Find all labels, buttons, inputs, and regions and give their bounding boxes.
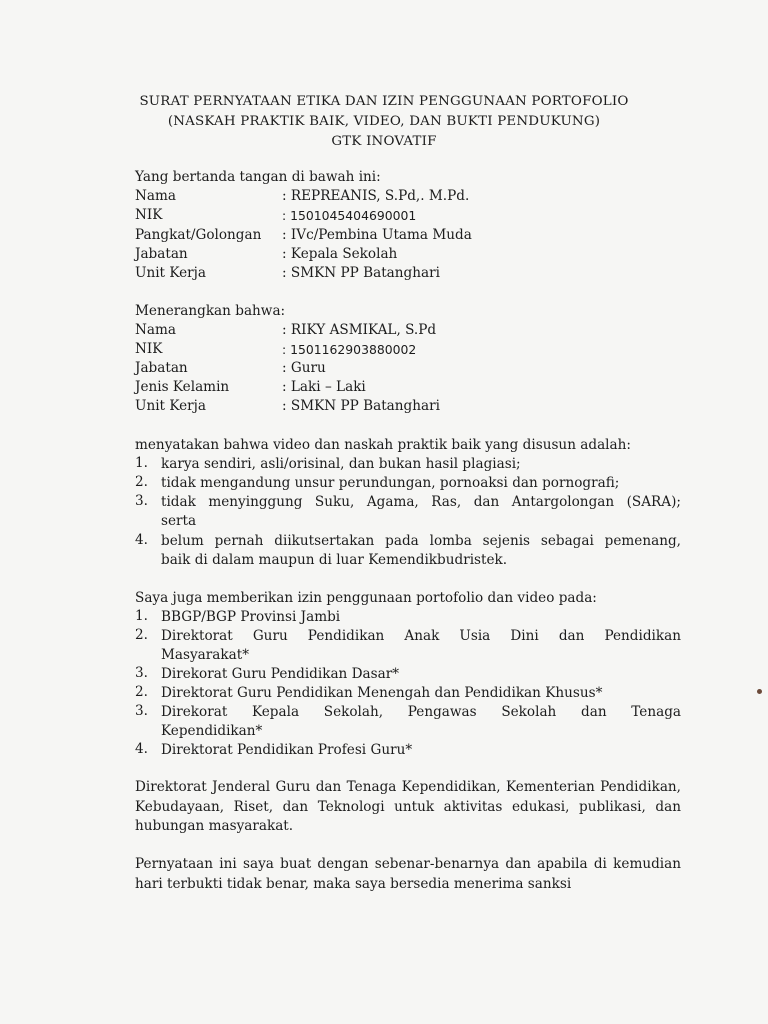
permission-item-3: Direkorat Guru Pendidikan Dasar* <box>161 666 400 682</box>
permission-item-1: BBGP/BGP Provinsi Jambi <box>161 609 341 625</box>
statement-intro: menyatakan bahwa video dan naskah praktik baik yang disusun adalah: <box>135 437 631 453</box>
permission-intro: Saya juga memberikan izin penggunaan portofolio dan video pada: <box>135 590 597 606</box>
statement-item-4: belum pernah diikutsertakan pada lomba sejenis sebagai pemenang, <box>161 533 681 549</box>
signer-value-name: : REPREANIS, S.Pd,. M.Pd. <box>282 188 470 204</box>
subject-label-unit: Unit Kerja <box>135 398 206 414</box>
subject-value-nik: : 1501162903880002 <box>282 342 417 357</box>
permission-item-4: Direktorat Guru Pendidikan Menengah dan Pendidikan Khusus* <box>161 685 603 701</box>
signer-value-position: : Kepala Sekolah <box>282 246 398 262</box>
subject-label-nik: NIK <box>135 341 163 357</box>
statement-item-1: karya sendiri, asli/orisinal, dan bukan hasil plagiasi; <box>161 456 521 472</box>
statement-item-4-cont: baik di dalam maupun di luar Kemendikbudristek. <box>161 552 508 568</box>
subject-label-gender: Jenis Kelamin <box>135 379 230 395</box>
permission-item-2: Direktorat Guru Pendidikan Anak Usia Dini dan Pendidikan <box>161 628 681 644</box>
signer-value-unit: : SMKN PP Batanghari <box>282 265 440 281</box>
permission-item-2-cont: Masyarakat* <box>161 647 249 663</box>
subject-value-position: : Guru <box>282 360 326 376</box>
statement-num-1: 1. <box>135 455 148 471</box>
signer-value-rank: : IVc/Pembina Utama Muda <box>282 227 472 243</box>
permission-num-3: 3. <box>135 665 148 681</box>
statement-item-3-cont: serta <box>161 513 197 529</box>
permission-item-6: Direktorat Pendidikan Profesi Guru* <box>161 742 413 758</box>
signer-label-position: Jabatan <box>135 246 188 262</box>
permission-item-5: Direkorat Kepala Sekolah, Pengawas Sekolah dan Tenaga <box>161 704 681 720</box>
permission-num-4: 2. <box>135 684 148 700</box>
subject-label-name: Nama <box>135 322 176 338</box>
signer-label-unit: Unit Kerja <box>135 265 206 281</box>
subject-label-position: Jabatan <box>135 360 188 376</box>
title-line-3: GTK INOVATIF <box>331 134 437 149</box>
signer-label-nik: NIK <box>135 207 163 223</box>
signer-intro: Yang bertanda tangan di bawah ini: <box>135 169 381 185</box>
paragraph-directorate: Direktorat Jenderal Guru dan Tenaga Kependidikan, Kementerian Pendidikan, Kebudayaan, Riset, dan Teknologi untuk aktivitas edukasi, publikasi, dan hubungan masyarakat. <box>135 779 681 834</box>
scan-speck <box>757 689 762 694</box>
statement-item-3: tidak menyinggung Suku, Agama, Ras, dan Antargolongan (SARA); <box>161 494 681 510</box>
subject-value-unit: : SMKN PP Batanghari <box>282 398 440 414</box>
signer-value-nik: : 1501045404690001 <box>282 208 417 223</box>
permission-num-6: 4. <box>135 741 148 757</box>
statement-num-2: 2. <box>135 474 148 490</box>
title-line-1: SURAT PERNYATAAN ETIKA DAN IZIN PENGGUNAAN PORTOFOLIO <box>139 94 629 109</box>
document-title <box>0 92 768 152</box>
signer-label-name: Nama <box>135 188 176 204</box>
subject-intro: Menerangkan bahwa: <box>135 303 286 319</box>
statement-item-2: tidak mengandung unsur perundungan, pornoaksi dan pornografi; <box>161 475 620 491</box>
statement-num-3: 3. <box>135 493 148 509</box>
permission-item-5-cont: Kependidikan* <box>161 723 263 739</box>
title-line-2: (NASKAH PRAKTIK BAIK, VIDEO, DAN BUKTI PENDUKUNG) <box>167 114 601 129</box>
permission-num-1: 1. <box>135 608 148 624</box>
paragraph-closing: Pernyataan ini saya buat dengan sebenar-benarnya dan apabila di kemudian hari terbukti tidak benar, maka saya bersedia menerima sanksi <box>135 856 681 892</box>
statement-num-4: 4. <box>135 532 148 548</box>
subject-value-name: : RIKY ASMIKAL, S.Pd <box>282 322 437 338</box>
signer-label-rank: Pangkat/Golongan <box>135 227 262 243</box>
subject-value-gender: : Laki – Laki <box>282 379 366 395</box>
permission-num-2: 2. <box>135 627 148 643</box>
permission-num-5: 3. <box>135 703 148 719</box>
